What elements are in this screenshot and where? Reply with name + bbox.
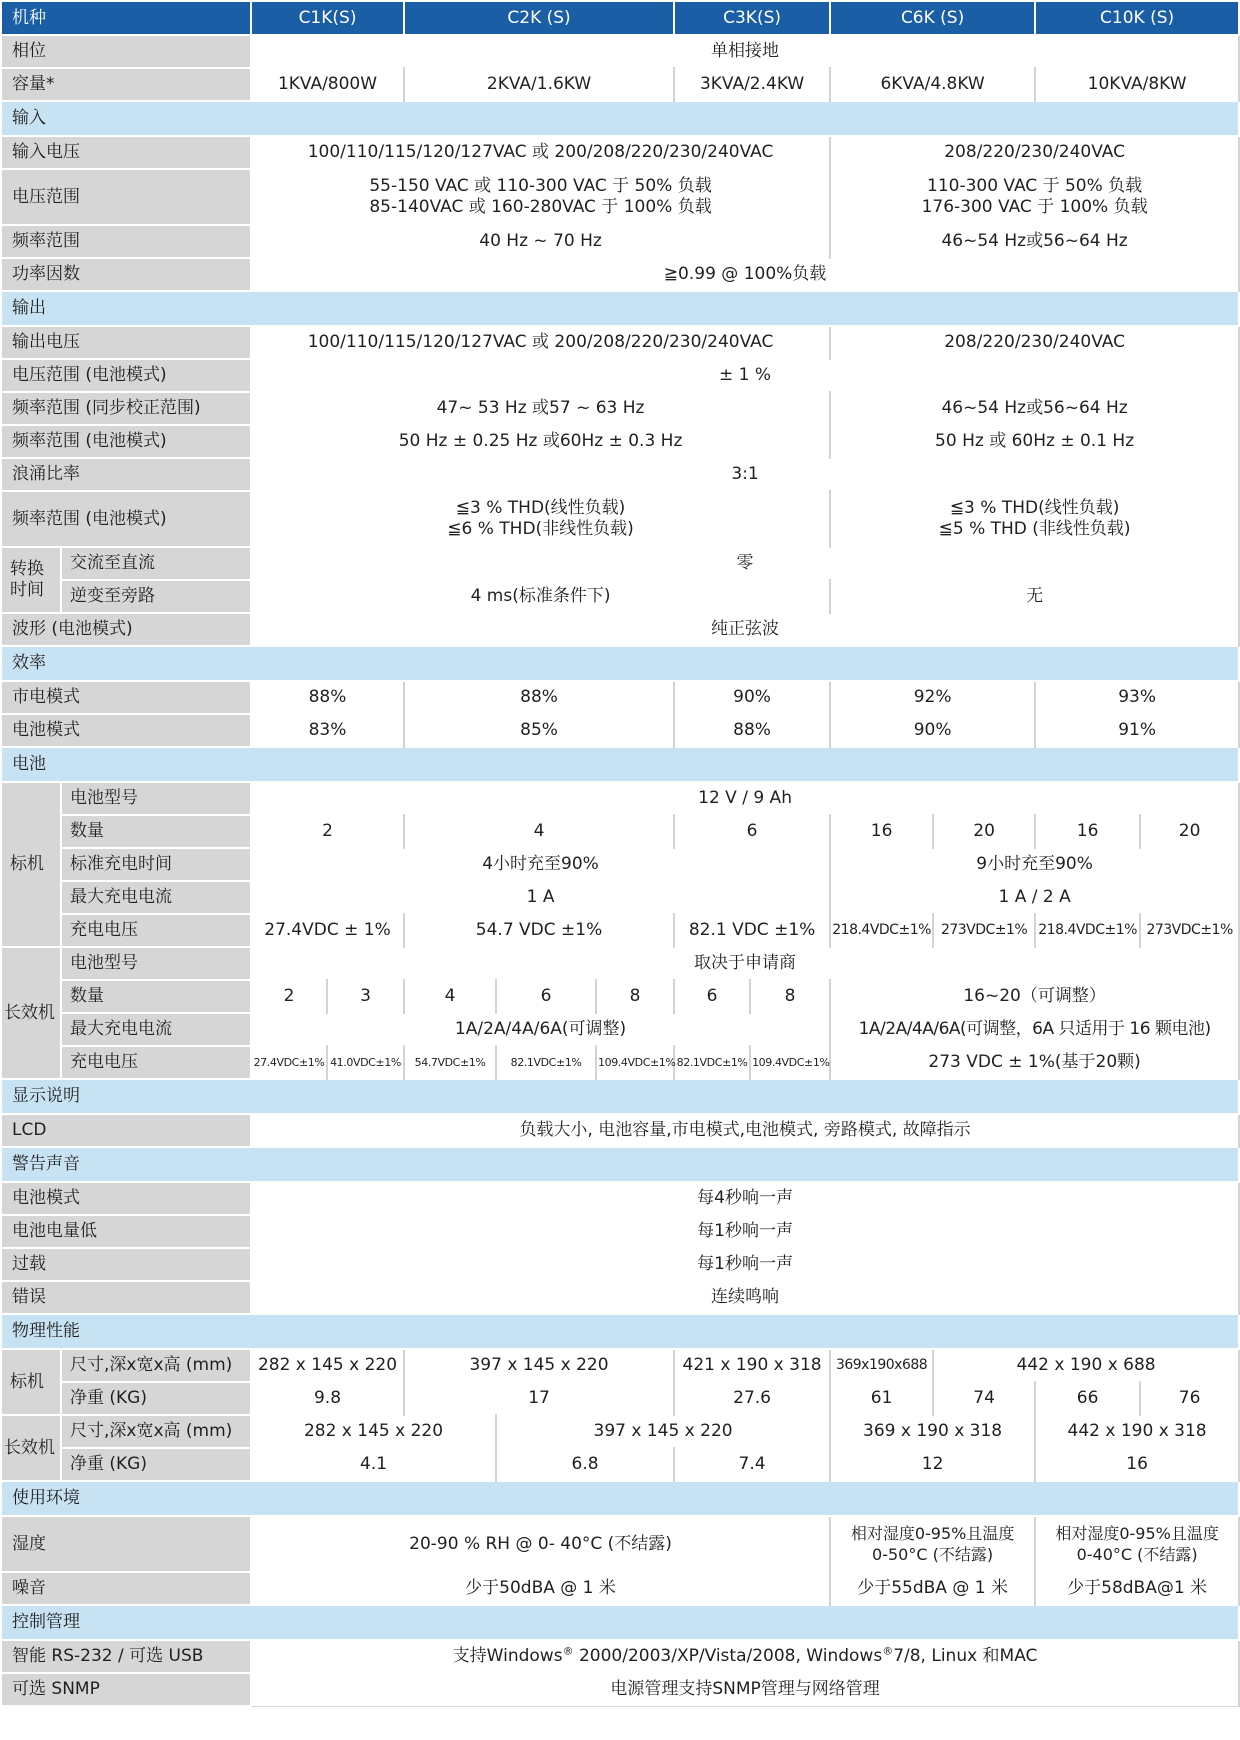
line: 转换 (10, 559, 44, 579)
row-label: 标准充电时间 (61, 848, 251, 881)
spec-cell (251, 491, 830, 547)
eff-ac-row (1, 681, 1239, 714)
row-label: 充电电压 (61, 1046, 251, 1079)
spec-cell (1035, 1516, 1239, 1572)
spec-cell: 电源管理支持SNMP管理与网络管理 (251, 1673, 1239, 1706)
spec-cell: 负载大小, 电池容量,市电模式,电池模式, 旁路模式, 故障指示 (251, 1114, 1239, 1147)
spec-cell: 20 (933, 815, 1035, 848)
spec-cell (830, 491, 1239, 547)
spec-cell: 109.4VDC±1% (750, 1046, 830, 1079)
line: ≦3 % THD(线性负载) (949, 498, 1120, 518)
line: 相对湿度0-95%且温度 (1055, 1524, 1219, 1543)
batt-std-voltage-row (1, 914, 1239, 947)
row-label: 最大充电电流 (61, 1013, 251, 1046)
section-row (1, 1314, 1239, 1349)
spec-cell: 442 x 190 x 318 (1035, 1415, 1239, 1448)
row-label: 噪音 (1, 1572, 251, 1605)
section-title-efficiency: 效率 (1, 646, 1239, 681)
spec-cell: 20-90 % RH @ 0- 40°C (不结露) (251, 1516, 830, 1572)
spec-cell: 9小时充至90% (830, 848, 1239, 881)
batt-long-current-row (1, 1013, 1239, 1046)
spec-cell: 369 x 190 x 318 (830, 1415, 1035, 1448)
section-title-display: 显示说明 (1, 1079, 1239, 1114)
group-label-long: 长效机 (1, 947, 61, 1079)
row-label: 尺寸,深x宽x高 (mm) (61, 1349, 251, 1382)
spec-cell: 6 (496, 980, 596, 1013)
spec-cell: 93% (1035, 681, 1239, 714)
section-row (1, 1605, 1239, 1640)
spec-cell: 3 (327, 980, 404, 1013)
spec-cell: 92% (830, 681, 1035, 714)
section-title-environment: 使用环境 (1, 1481, 1239, 1516)
spec-cell: 2 (251, 980, 327, 1013)
registered-mark: ® (562, 1644, 574, 1658)
spec-cell: 6.8 (496, 1448, 674, 1481)
capacity-cell: 1KVA/800W (251, 68, 404, 101)
output-freq-batt-row (1, 425, 1239, 458)
spec-cell: 50 Hz ± 0.25 Hz 或60Hz ± 0.3 Hz (251, 425, 830, 458)
spec-cell: ≧0.99 @ 100%负载 (251, 258, 1239, 291)
spec-cell: 零 (251, 547, 1239, 580)
input-range-row (1, 169, 1239, 225)
power-factor-row (1, 258, 1239, 291)
line: 110-300 VAC 于 50% 负载 (927, 176, 1143, 196)
row-label: 电池型号 (61, 782, 251, 815)
row-label: 电池模式 (1, 714, 251, 747)
spec-cell: 76 (1140, 1382, 1239, 1415)
row-label: 数量 (61, 980, 251, 1013)
input-freq-row (1, 225, 1239, 258)
row-label: 电压范围 (电池模式) (1, 359, 251, 392)
line: 176-300 VAC 于 100% 负载 (921, 197, 1148, 217)
line: 0-50°C (不结露) (872, 1545, 994, 1564)
output-voltage-row (1, 326, 1239, 359)
line: 0-40°C (不结露) (1076, 1545, 1198, 1564)
transfer-inv-row (1, 580, 1239, 613)
spec-cell: 1A/2A/4A/6A(可调整，6A 只适用于 16 颗电池) (830, 1013, 1239, 1046)
section-row (1, 1079, 1239, 1114)
spec-cell: 66 (1035, 1382, 1140, 1415)
spec-cell: 20 (1140, 815, 1239, 848)
model-c1k: C1K(S) (251, 1, 404, 35)
capacity-cell: 2KVA/1.6KW (404, 68, 674, 101)
spec-cell: 4小时充至90% (251, 848, 830, 881)
line: 相对湿度0-95%且温度 (850, 1524, 1015, 1543)
spec-cell: 218.4VDC±1% (830, 914, 933, 947)
batt-std-current-row (1, 881, 1239, 914)
row-label: 电压范围 (1, 169, 251, 225)
row-label: 容量* (1, 68, 251, 101)
spec-cell: 4 ms(标准条件下) (251, 580, 830, 613)
row-label: 浪涌比率 (1, 458, 251, 491)
spec-cell: 8 (596, 980, 674, 1013)
row-label: 净重 (KG) (61, 1448, 251, 1481)
spec-cell: 82.1 VDC ±1% (674, 914, 830, 947)
line: ≦3 % THD(线性负载) (455, 498, 626, 518)
spec-cell: 每4秒响一声 (251, 1182, 1239, 1215)
spec-cell: 46~54 Hz或56~64 Hz (830, 225, 1239, 258)
section-title-input: 输入 (1, 101, 1239, 136)
spec-cell: 41.0VDC±1% (327, 1046, 404, 1079)
spec-cell: 282 x 145 x 220 (251, 1415, 496, 1448)
row-label: 交流至直流 (61, 547, 251, 580)
batt-std-count-row (1, 815, 1239, 848)
spec-cell: 少于58dBA@1 米 (1035, 1572, 1239, 1605)
model-c3k: C3K(S) (674, 1, 830, 35)
section-row (1, 1481, 1239, 1516)
spec-cell: 1 A / 2 A (830, 881, 1239, 914)
spec-cell: 7.4 (674, 1448, 830, 1481)
spec-cell: 208/220/230/240VAC (830, 326, 1239, 359)
header-row (1, 1, 1239, 35)
row-label: 智能 RS-232 / 可选 USB (1, 1640, 251, 1673)
batt-long-count-row (1, 980, 1239, 1013)
spec-cell: 273VDC±1% (1140, 914, 1239, 947)
capacity-row (1, 68, 1239, 101)
noise-row (1, 1572, 1239, 1605)
section-title-output: 输出 (1, 291, 1239, 326)
spec-cell: ± 1 % (251, 359, 1239, 392)
spec-cell: 85% (404, 714, 674, 747)
output-range-row (1, 359, 1239, 392)
spec-cell: 273VDC±1% (933, 914, 1035, 947)
row-label: 输出电压 (1, 326, 251, 359)
spec-cell: 282 x 145 x 220 (251, 1349, 404, 1382)
spec-cell: 27.6 (674, 1382, 830, 1415)
section-row (1, 646, 1239, 681)
spec-cell: 4 (404, 815, 674, 848)
eff-batt-row (1, 714, 1239, 747)
text: 7/8, Linux 和MAC (893, 1646, 1038, 1666)
row-label: 可选 SNMP (1, 1673, 251, 1706)
line: 85-140VAC 或 160-280VAC 于 100% 负载 (369, 197, 712, 217)
row-label: 频率范围 (同步校正范围) (1, 392, 251, 425)
section-title-battery: 电池 (1, 747, 1239, 782)
rs232-row (1, 1640, 1239, 1673)
spec-cell: 273 VDC ± 1%(基于20颗) (830, 1046, 1239, 1079)
spec-cell: 16 (1035, 1448, 1239, 1481)
row-label: 尺寸,深x宽x高 (mm) (61, 1415, 251, 1448)
spec-cell: 每1秒响一声 (251, 1248, 1239, 1281)
batt-long-type-row (1, 947, 1239, 980)
spec-cell: 12 V / 9 Ah (251, 782, 1239, 815)
spec-cell: 90% (674, 681, 830, 714)
spec-cell: 4 (404, 980, 496, 1013)
text: 支持Windows (452, 1646, 563, 1666)
row-label: 过载 (1, 1248, 251, 1281)
row-label: 充电电压 (61, 914, 251, 947)
row-label: 频率范围 (1, 225, 251, 258)
row-label: 错误 (1, 1281, 251, 1314)
thd-row (1, 491, 1239, 547)
phase-row (1, 35, 1239, 68)
phys-long-dim-row (1, 1415, 1239, 1448)
spec-cell: 90% (830, 714, 1035, 747)
spec-cell: 16 (830, 815, 933, 848)
capacity-cell: 6KVA/4.8KW (830, 68, 1035, 101)
line: ≦6 % THD(非线性负载) (447, 519, 634, 539)
row-label: 湿度 (1, 1516, 251, 1572)
alarm-row (1, 1215, 1239, 1248)
spec-cell: 2 (251, 815, 404, 848)
waveform-row (1, 613, 1239, 646)
spec-cell: 17 (404, 1382, 674, 1415)
lcd-row (1, 1114, 1239, 1147)
spec-cell: 1A/2A/4A/6A(可调整) (251, 1013, 830, 1046)
spec-cell: 纯正弦波 (251, 613, 1239, 646)
spec-cell: 88% (674, 714, 830, 747)
row-label: 逆变至旁路 (61, 580, 251, 613)
spec-cell: 369x190x688 (830, 1349, 933, 1382)
output-freq-sync-row (1, 392, 1239, 425)
spec-cell: 61 (830, 1382, 933, 1415)
phys-std-weight-row (1, 1382, 1239, 1415)
group-label-long: 长效机 (1, 1415, 61, 1481)
crest-row (1, 458, 1239, 491)
spec-cell: 12 (830, 1448, 1035, 1481)
row-label: 电池型号 (61, 947, 251, 980)
spec-cell: 40 Hz ~ 70 Hz (251, 225, 830, 258)
transfer-ac-row (1, 547, 1239, 580)
spec-cell: 74 (933, 1382, 1035, 1415)
section-row (1, 747, 1239, 782)
row-label: LCD (1, 1114, 251, 1147)
row-label: 电池模式 (1, 1182, 251, 1215)
row-label: 最大充电电流 (61, 881, 251, 914)
spec-cell: 83% (251, 714, 404, 747)
spec-cell: 3:1 (251, 458, 1239, 491)
spec-cell: 82.1VDC±1% (674, 1046, 750, 1079)
batt-long-voltage-row (1, 1046, 1239, 1079)
batt-std-recharge-row (1, 848, 1239, 881)
spec-cell: 少于50dBA @ 1 米 (251, 1572, 830, 1605)
line: 55-150 VAC 或 110-300 VAC 于 50% 负载 (369, 176, 712, 196)
batt-std-type-row (1, 782, 1239, 815)
section-title-physical: 物理性能 (1, 1314, 1239, 1349)
spec-cell: 少于55dBA @ 1 米 (830, 1572, 1035, 1605)
group-label-standard: 标机 (1, 1349, 61, 1415)
line: 时间 (10, 580, 44, 600)
row-label: 净重 (KG) (61, 1382, 251, 1415)
row-label: 频率范围 (电池模式) (1, 491, 251, 547)
spec-cell (830, 169, 1239, 225)
input-voltage-row (1, 136, 1239, 169)
header-label: 机种 (1, 1, 251, 35)
line: ≦5 % THD (非线性负载) (938, 519, 1131, 539)
spec-cell: 218.4VDC±1% (1035, 914, 1140, 947)
spec-cell: 6 (674, 815, 830, 848)
phys-std-dim-row (1, 1349, 1239, 1382)
spec-cell: 取决于申请商 (251, 947, 1239, 980)
alarm-row (1, 1281, 1239, 1314)
spec-cell: 208/220/230/240VAC (830, 136, 1239, 169)
spec-cell: 397 x 145 x 220 (496, 1415, 830, 1448)
spec-cell: 无 (830, 580, 1239, 613)
spec-cell: 82.1VDC±1% (496, 1046, 596, 1079)
spec-cell: 8 (750, 980, 830, 1013)
spec-cell: 54.7VDC±1% (404, 1046, 496, 1079)
spec-cell: 91% (1035, 714, 1239, 747)
capacity-cell: 10KVA/8KW (1035, 68, 1239, 101)
model-c10k: C10K (S) (1035, 1, 1239, 35)
row-label: 相位 (1, 35, 251, 68)
group-label-transfer (1, 547, 61, 613)
spec-cell: 46~54 Hz或56~64 Hz (830, 392, 1239, 425)
spec-cell: 397 x 145 x 220 (404, 1349, 674, 1382)
spec-cell: 442 x 190 x 688 (933, 1349, 1239, 1382)
spec-cell: 88% (251, 681, 404, 714)
humidity-row (1, 1516, 1239, 1572)
capacity-cell: 3KVA/2.4KW (674, 68, 830, 101)
text: 2000/2003/XP/Vista/2008, Windows (573, 1646, 883, 1666)
spec-cell (830, 1516, 1035, 1572)
spec-cell: 100/110/115/120/127VAC 或 200/208/220/230/240VAC (251, 136, 830, 169)
spec-cell: 16 (1035, 815, 1140, 848)
model-c6k: C6K (S) (830, 1, 1035, 35)
alarm-row (1, 1248, 1239, 1281)
spec-cell: 109.4VDC±1% (596, 1046, 674, 1079)
spec-cell: 100/110/115/120/127VAC 或 200/208/220/230/240VAC (251, 326, 830, 359)
spec-cell: 27.4VDC ± 1% (251, 914, 404, 947)
row-label: 频率范围 (电池模式) (1, 425, 251, 458)
section-title-alarm: 警告声音 (1, 1147, 1239, 1182)
section-title-management: 控制管理 (1, 1605, 1239, 1640)
spec-cell: 88% (404, 681, 674, 714)
spec-cell: 4.1 (251, 1448, 496, 1481)
spec-cell: 47~ 53 Hz 或57 ~ 63 Hz (251, 392, 830, 425)
row-label: 市电模式 (1, 681, 251, 714)
spec-cell: 6 (674, 980, 750, 1013)
section-row (1, 1147, 1239, 1182)
row-label: 输入电压 (1, 136, 251, 169)
row-label: 功率因数 (1, 258, 251, 291)
spec-cell: 1 A (251, 881, 830, 914)
spec-cell: 54.7 VDC ±1% (404, 914, 674, 947)
row-label: 电池电量低 (1, 1215, 251, 1248)
spec-cell: 27.4VDC±1% (251, 1046, 327, 1079)
row-label: 数量 (61, 815, 251, 848)
group-label-standard: 标机 (1, 782, 61, 947)
section-row (1, 291, 1239, 326)
snmp-row (1, 1673, 1239, 1706)
alarm-row (1, 1182, 1239, 1215)
spec-cell (251, 169, 830, 225)
spec-cell: 50 Hz 或 60Hz ± 0.1 Hz (830, 425, 1239, 458)
section-row (1, 101, 1239, 136)
spec-cell: 16~20（可调整） (830, 980, 1239, 1013)
spec-cell: 连续鸣响 (251, 1281, 1239, 1314)
phase-value: 单相接地 (251, 35, 1239, 68)
row-label: 波形 (电池模式) (1, 613, 251, 646)
model-c2k: C2K (S) (404, 1, 674, 35)
spec-cell: 421 x 190 x 318 (674, 1349, 830, 1382)
registered-mark: ® (882, 1644, 894, 1658)
spec-cell: 每1秒响一声 (251, 1215, 1239, 1248)
spec-cell: 9.8 (251, 1382, 404, 1415)
spec-cell (251, 1640, 1239, 1673)
phys-long-weight-row (1, 1448, 1239, 1481)
